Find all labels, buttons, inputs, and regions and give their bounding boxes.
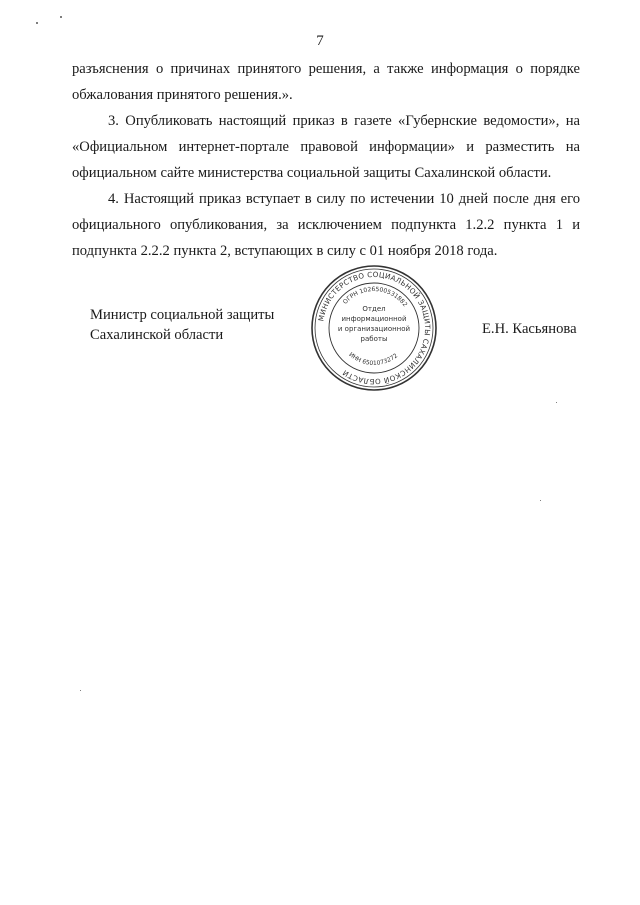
official-stamp	[309, 263, 439, 393]
paragraph-continuation: разъяснения о причинах принятого решения, а также информация о порядке обжалования принятого решения.».	[72, 61, 580, 103]
stamp-ogrn: ОГРН 1026500531882	[341, 285, 409, 309]
stamp-center-line2: информационной	[341, 315, 407, 323]
scan-speck	[540, 500, 541, 501]
scan-speck	[80, 690, 81, 691]
page-number: 7	[316, 33, 324, 49]
signature-title-line2: Сахалинской области	[90, 327, 224, 343]
signature-name: Е.Н. Касьянова	[482, 321, 577, 337]
stamp-seal-icon	[309, 263, 439, 393]
scan-speck	[556, 402, 557, 403]
stamp-center-line3: и организационной	[337, 325, 411, 333]
scan-speck	[60, 16, 62, 18]
stamp-center-line4: работы	[360, 335, 388, 343]
scan-speck	[36, 22, 38, 24]
paragraph-item-4: 4. Настоящий приказ вступает в силу по истечении 10 дней после дня его официального опубликования, за исключением подпункта 1.2.2 пункта 1 и подпункта 2.2.2 пункта 2, вступающих в силу с 01 ноября 2018 года.	[72, 191, 580, 259]
signature-title	[90, 305, 274, 345]
paragraph-item-3: 3. Опубликовать настоящий приказ в газете «Губернские ведомости», на «Официальном интернет-портале правовой информации» и разместить на официальном сайте министерства социальной защиты Сахалинской области.	[72, 113, 580, 181]
stamp-center-line1: Отдел	[362, 305, 386, 313]
signature-title-line1: Министр социальной защиты	[90, 307, 275, 323]
stamp-inn: ИНН 6501073272	[347, 351, 400, 368]
stamp-ring-text: МИНИСТЕРСТВО СОЦИАЛЬНОЙ ЗАЩИТЫ САХАЛИНСКОЙ ОБЛАСТИ	[316, 269, 433, 387]
svg-text:ИНН 6501073272	[347, 351, 399, 367]
